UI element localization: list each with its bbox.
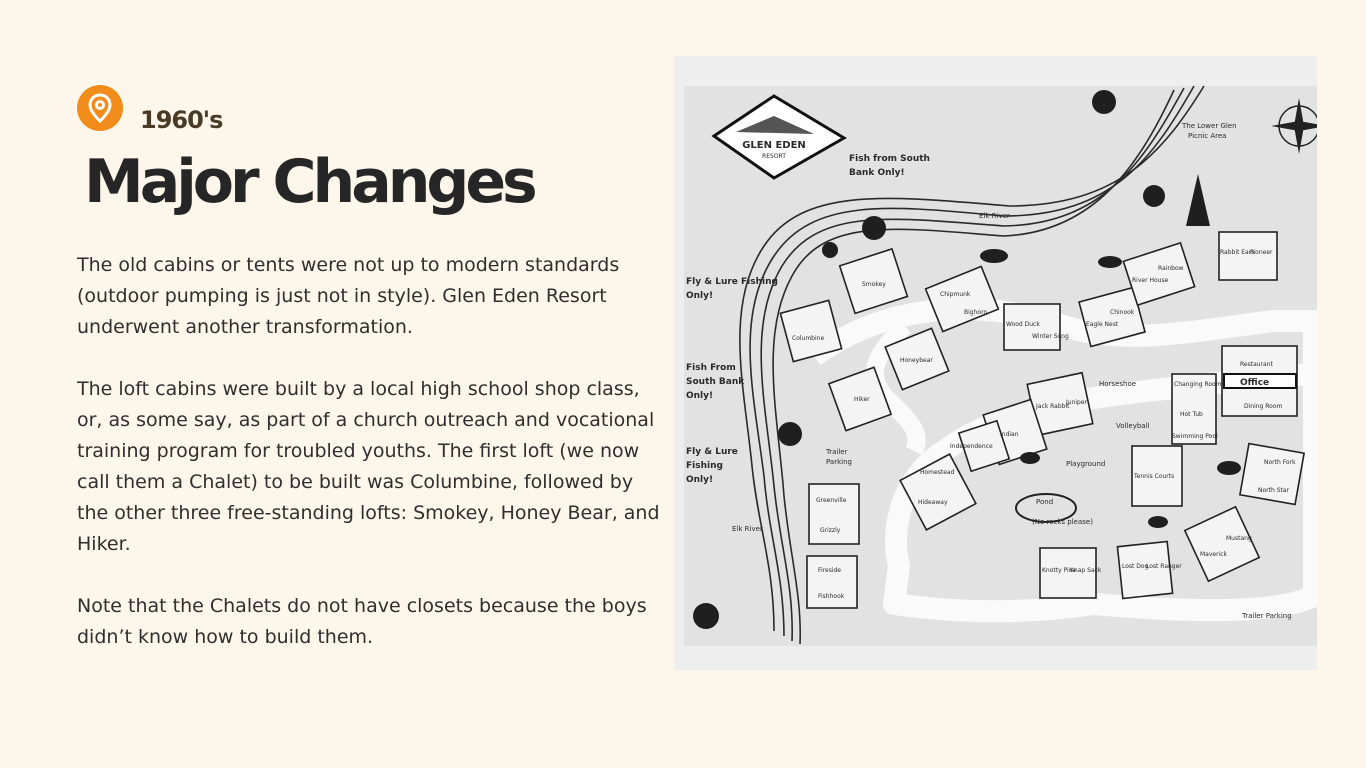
cabin-label: Rabbit Ears [1220,249,1255,256]
cabin-label: Hideaway [918,499,948,506]
cabin-label: North Star [1258,487,1289,494]
body-text [77,250,662,684]
paragraph: The loft cabins were built by a local high school shop class, or, as some say, as part of a church outreach and vocational training program for troubled youths. The first loft (we now call them a Chalet) to be built was Columbine, followed by the other three free-standing lofts: Smokey, Honey Bear, and Hiker. [77,378,660,555]
tree-icon [693,603,719,629]
cabin-label: Bighorn [964,309,988,316]
map-note: Parking [826,458,852,466]
shrub-icon [980,249,1008,263]
tree-icon [822,242,838,258]
map-note: Elk River [732,525,763,533]
era-label: 1960's [140,106,223,134]
map-note: Trailer [826,448,848,456]
cabin-label: Hot Tub [1180,411,1203,418]
location-marker [77,85,123,131]
cabin-label: Tennis Courts [1134,473,1175,480]
cabin-label: Wood Duck [1006,321,1040,328]
cabin-label: Mustang [1226,535,1252,542]
cabin-label: Maverick [1200,551,1228,558]
tree-icon [778,422,802,446]
location-pin-icon [87,93,113,123]
map-note: Only! [686,291,714,301]
cabin-label: Columbine [792,335,825,342]
shrub-icon [1148,516,1168,528]
map-note: Volleyball [1116,422,1150,430]
shrub-icon [1020,452,1040,464]
paragraph: Note that the Chalets do not have closets because the boys didn’t know how to build them. [77,595,647,648]
cabin-rabbit-ears [1219,232,1277,280]
map-note: Fly & Lure [686,447,738,457]
cabin-label: North Fork [1264,459,1296,466]
map-note: Horseshoe [1099,380,1137,388]
logo-subtext: RESORT [762,153,786,160]
map-note: Fly & Lure Fishing [686,277,778,287]
cabin-label: Pioneer [1250,249,1273,256]
cabin-label: Chipmunk [940,291,971,298]
resort-map [674,56,1317,670]
tree-icon [862,216,886,240]
map-note: Fish from South [849,154,930,164]
map-note: Bank Only! [849,168,905,178]
cabin-label: Rainbow [1158,265,1184,272]
cabin-label: Indian [1000,431,1019,438]
map-note: Pond [1036,498,1054,506]
cabin-label: Restaurant [1240,361,1273,368]
cabin-label: Jack Rabbit [1036,403,1070,410]
cabin-north-fork [1240,444,1304,505]
cabin-label: Homestead [920,469,955,476]
map-note: Only! [686,391,714,401]
map-note: Fishing [686,461,723,471]
map-note: The Lower Glen [1182,122,1237,130]
cabin-label: Eagle Nest [1086,321,1119,328]
cabin-label: Swimming Pool [1172,433,1218,440]
map-note: Only! [686,475,714,485]
cabin-label: Hiker [854,396,870,403]
cabin-label: Knap Sack [1070,567,1102,574]
cabin-label: Greenville [816,497,847,504]
cabin-label: Independence [950,443,993,450]
map-note: South Bank [686,377,745,387]
cabin-label: Chinook [1110,309,1135,316]
cabin-label: Lost Dog [1122,563,1149,570]
resort-map-drawing [674,56,1317,670]
shrub-icon [1098,256,1122,268]
paragraph: The old cabins or tents were not up to modern standards (outdoor pumping is just not in style). Glen Eden Resort underwent another transformation. [77,254,620,338]
map-note: Elk River [979,212,1010,220]
cabin-label: Juniper [1066,399,1088,406]
shrub-icon [1217,461,1241,475]
map-note: Picnic Area [1188,132,1227,140]
tree-icon [1092,90,1116,114]
cabin-label: Winter Song [1032,333,1069,340]
cabin-greenville [809,484,859,544]
map-note: Trailer Parking [1242,612,1292,620]
cabin-label: River House [1132,277,1169,284]
map-note: (No rocks please) [1032,518,1093,526]
map-note: Fish From [686,363,736,373]
cabin-label: Fishhook [818,593,845,600]
cabin-label: Knotty Pine [1042,567,1077,574]
cabin-label: Fireside [818,567,842,574]
cabin-label: Grizzly [820,527,841,534]
cabin-label: Honeybear [900,357,933,364]
cabin-label: Smokey [862,281,886,288]
cabin-label: Office [1240,378,1270,388]
cabin-label: Lost Ranger [1146,563,1182,570]
logo-text: GLEN EDEN [742,140,806,151]
cabin-fireside [807,556,857,608]
cabin-label: Changing Rooms [1174,381,1225,388]
map-note: Playground [1066,460,1106,468]
cabin-label: Dining Room [1244,403,1283,410]
tree-icon [1143,185,1165,207]
page-title: Major Changes [84,147,534,217]
cabin-lost-dog [1117,542,1172,599]
